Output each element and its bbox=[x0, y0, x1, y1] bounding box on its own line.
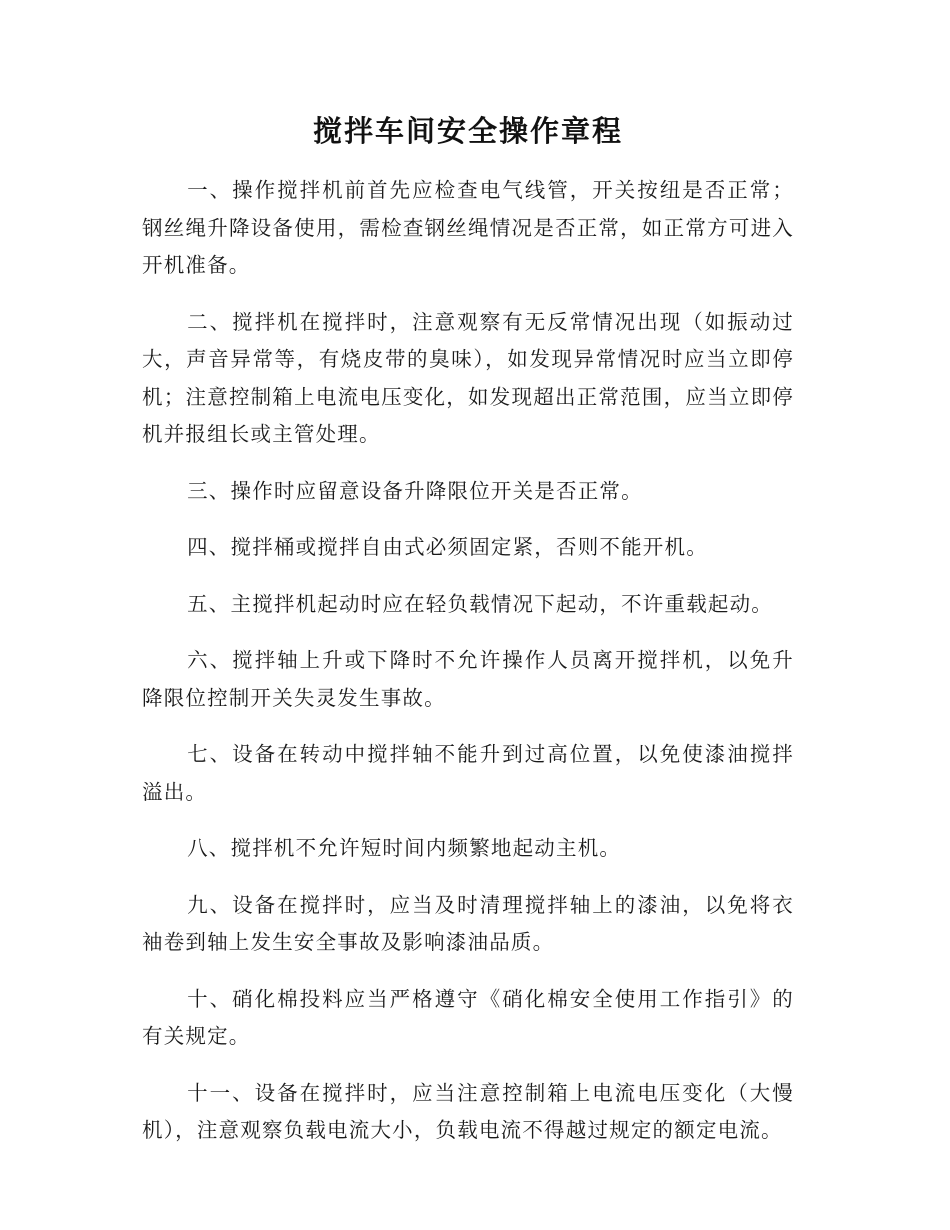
paragraph-3: 三、操作时应留意设备升降限位开关是否正常。 bbox=[187, 478, 643, 503]
paragraph-5: 五、主搅拌机起动时应在轻负载情况下起动，不许重载起动。 bbox=[187, 591, 773, 616]
document-title: 搅拌车间安全操作章程 bbox=[312, 114, 623, 148]
paragraph-8: 八、搅拌机不允许短时间内频繁地起动主机。 bbox=[187, 836, 622, 860]
paragraph-11: 十一、设备在搅拌时，应当注意控制箱上电流电压变化（大慢机），注意观察负载电流大小，负载电流不得越过规定的额定电流。 bbox=[142, 1080, 794, 1142]
document-page bbox=[142, 108, 794, 1169]
paragraph-4: 四、搅拌桶或搅拌自由式必须固定紧，否则不能开机。 bbox=[187, 535, 708, 559]
paragraph-9: 九、设备在搅拌时，应当及时清理搅拌轴上的漆油，以免将衣袖卷到轴上发生安全事故及影响漆油品质。 bbox=[142, 892, 794, 954]
paragraph-1: 一、操作搅拌机前首先应检查电气线管，开关按纽是否正常；钢丝绳升降设备使用，需检查钢丝绳情况是否正常，如正常方可进入开机准备。 bbox=[142, 178, 794, 277]
paragraph-10: 十、硝化棉投料应当严格遵守《硝化棉安全使用工作指引》的有关规定。 bbox=[142, 986, 794, 1048]
paragraph-7: 七、设备在转动中搅拌轴不能升到过高位置，以免使漆油搅拌溢出。 bbox=[142, 742, 794, 804]
paragraph-2: 二、搅拌机在搅拌时，注意观察有无反常情况出现（如振动过大，声音异常等，有烧皮带的臭味），如发现异常情况时应当立即停机；注意控制箱上电流电压变化，如发现超出正常范围，应当立即停机并报组长或主管处理。 bbox=[142, 309, 794, 446]
paragraph-6: 六、搅拌轴上升或下降时不允许操作人员离开搅拌机，以免升降限位控制开关失灵发生事故。 bbox=[142, 648, 794, 710]
